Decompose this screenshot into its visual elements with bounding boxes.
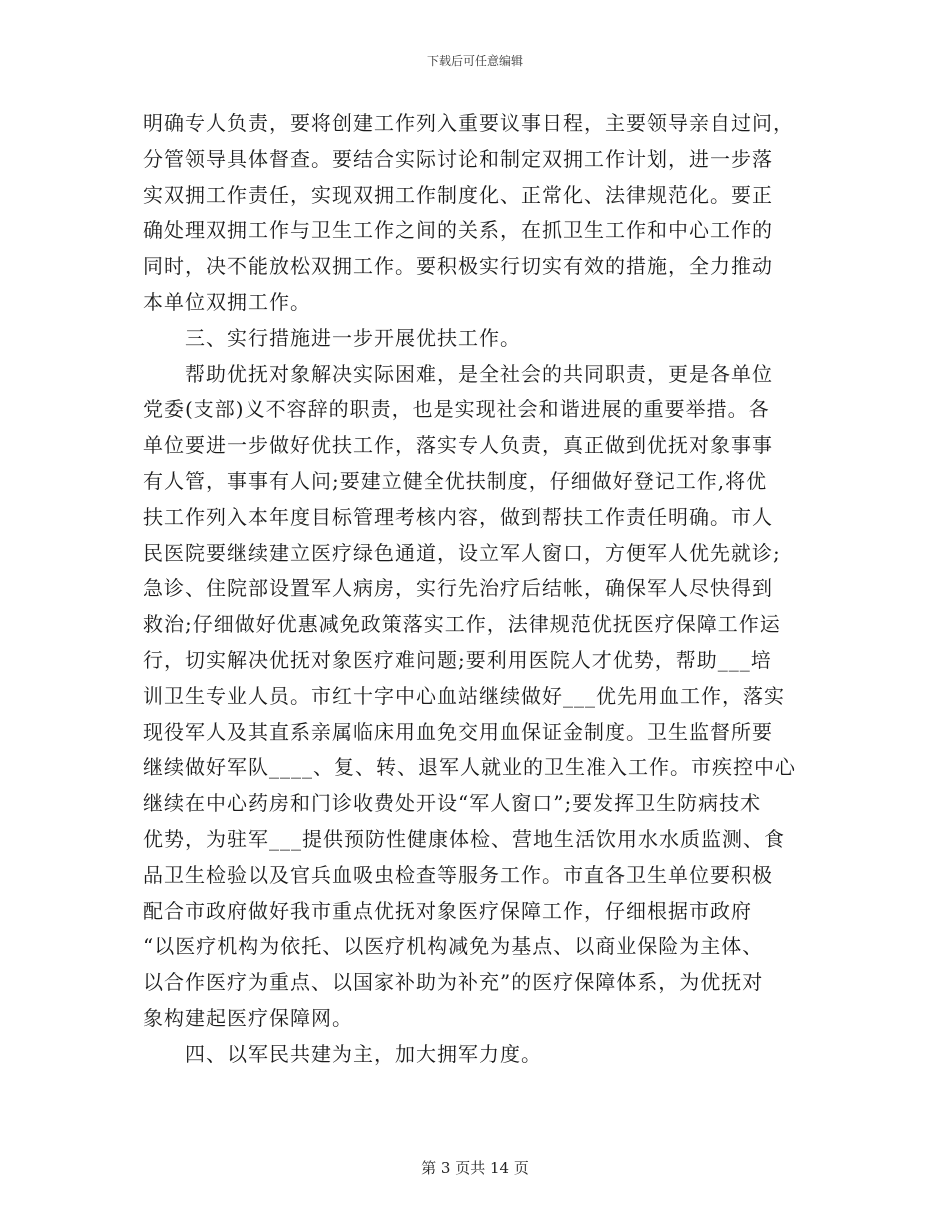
text-line: 确处理双拥工作与卫生工作之间的关系，在抓卫生工作和中心工作的 [143, 218, 773, 243]
text-line: 继续在中心药房和门诊收费处开设“军人窗口”;要发挥卫生防病技术 [143, 791, 762, 816]
text-line: “以医疗机构为依托、以医疗机构减免为基点、以商业保险为主体、 [143, 934, 764, 959]
text-line: 行，切实解决优抚对象医疗难问题;要利用医院人才优势，帮助___培 [143, 647, 772, 672]
text-line: 品卫生检验以及官兵血吸虫检查等服务工作。市直各卫生单位要积极 [143, 862, 773, 887]
text-line: 四、以军民共建为主，加大拥军力度。 [185, 1041, 542, 1066]
text-line: 现役军人及其直系亲属临床用血免交用血保证金制度。卫生监督所要 [143, 719, 773, 744]
text-line: 优势，为驻军___提供预防性健康体检、营地生活饮用水水质监测、食 [143, 826, 785, 851]
text-line: 急诊、住院部设置军人病房，实行先治疗后结帐，确保军人尽快得到 [143, 576, 773, 601]
page-footer: 第 3 页共 14 页 [421, 1159, 529, 1177]
text-line: 继续做好军队____、复、转、退军人就业的卫生准入工作。市疾控中心 [143, 755, 796, 780]
text-line: 有人管，事事有人问;要建立健全优扶制度，仔细做好登记工作,将优 [143, 468, 768, 493]
text-line: 民医院要继续建立医疗绿色通道，设立军人窗口，方便军人优先就诊; [143, 540, 781, 565]
text-line: 帮助优抚对象解决实际困难，是全社会的共同职责，更是各单位 [185, 361, 773, 386]
text-line: 同时，决不能放松双拥工作。要积极实行切实有效的措施，全力推动 [143, 254, 773, 279]
text-line: 训卫生专业人员。市红十字中心血站继续做好___优先用血工作，落实 [143, 683, 785, 708]
page-header: 下载后可任意编辑 [426, 54, 523, 68]
text-line: 救治;仔细做好优惠减免政策落实工作，法律规范优抚医疗保障工作运 [143, 612, 781, 637]
text-line: 明确专人负责，要将创建工作列入重要议事日程，主要领导亲自过问， [143, 111, 794, 135]
document-body [143, 106, 811, 1073]
text-line: 以合作医疗为重点、以国家补助为补充”的医疗保障体系，为优抚对 [143, 970, 764, 995]
text-line: 党委(支部)义不容辞的职责，也是实现社会和谐进展的重要举措。各 [143, 397, 770, 422]
text-line: 象构建起医疗保障网。 [143, 1005, 353, 1030]
text-line: 实双拥工作责任，实现双拥工作制度化、正常化、法律规范化。要正 [143, 182, 773, 207]
text-line: 配合市政府做好我市重点优抚对象医疗保障工作，仔细根据市政府 [143, 898, 752, 923]
text-line: 本单位双拥工作。 [143, 289, 311, 314]
text-line: 三、实行措施进一步开展优扶工作。 [185, 325, 521, 350]
text-line: 分管领导具体督查。要结合实际讨论和制定双拥工作计划，进一步落 [143, 146, 773, 171]
text-line: 单位要进一步做好优扶工作，落实专人负责，真正做到优抚对象事事 [143, 433, 773, 458]
text-line: 扶工作列入本年度目标管理考核内容，做到帮扶工作责任明确。市人 [143, 504, 773, 529]
